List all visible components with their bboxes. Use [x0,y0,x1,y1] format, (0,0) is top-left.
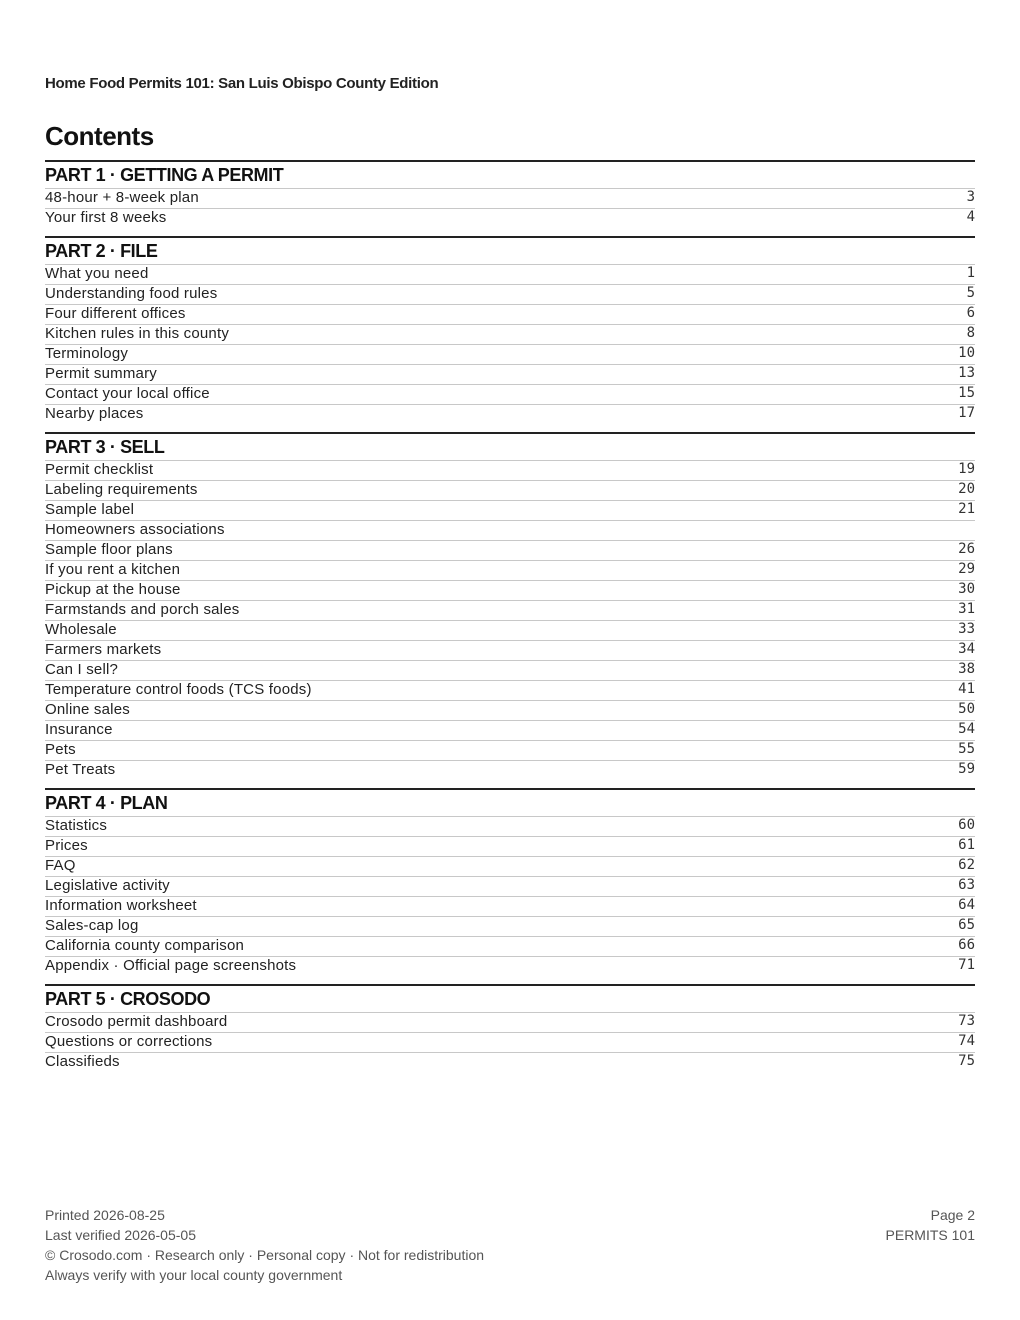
toc-entry-page-number: 21 [958,501,975,517]
section-spacer [45,424,975,432]
toc-entry-page-number: 75 [958,1053,975,1069]
section-spacer [45,228,975,236]
toc-entry[interactable] [45,620,975,640]
toc-entry-list [45,264,975,424]
toc-entry-label: Classifieds [45,1053,120,1070]
toc-entry[interactable] [45,876,975,896]
toc-section [45,160,975,228]
toc-entry-page-number: 19 [958,461,975,477]
toc-entry-page-number: 13 [958,365,975,381]
toc-entry[interactable] [45,364,975,384]
toc-entry-page-number: 30 [958,581,975,597]
toc-entry-label: Appendix · Official page screenshots [45,957,297,974]
toc-entry[interactable] [45,1012,975,1032]
toc-entry-label: Understanding food rules [45,285,218,302]
part-heading: PART 4 · PLAN [45,788,975,816]
toc-entry-label: Legislative activity [45,877,170,894]
section-spacer [45,780,975,788]
toc-entry-page-number: 66 [958,937,975,953]
toc-entry-label: Your first 8 weeks [45,209,167,226]
toc-entry-page-number: 6 [966,305,975,321]
toc-entry-label: Online sales [45,701,130,718]
toc-entry-label: Permit summary [45,365,157,382]
part-heading: PART 1 · GETTING A PERMIT [45,160,975,188]
toc-entry-label: FAQ [45,857,76,874]
toc-entry[interactable] [45,284,975,304]
toc-entry-label: Homeowners associations [45,521,225,538]
toc-entry-label: Four different offices [45,305,186,322]
toc-entry-label: Farmers markets [45,641,162,658]
toc-entry-label: Temperature control foods (TCS foods) [45,681,312,698]
toc-entry[interactable] [45,740,975,760]
toc-entry[interactable] [45,304,975,324]
toc-entry[interactable] [45,404,975,424]
toc-entry-page-number: 59 [958,761,975,777]
toc-entry-label: Permit checklist [45,461,154,478]
toc-entry[interactable] [45,500,975,520]
toc-entry-page-number: 8 [966,325,975,341]
toc-entry-list [45,816,975,976]
toc-entry-page-number: 15 [958,385,975,401]
toc-entry[interactable] [45,1032,975,1052]
footer-right [886,1205,975,1245]
toc-entry-label: Sales-cap log [45,917,139,934]
part-heading: PART 5 · CROSODO [45,984,975,1012]
toc-entry-page-number: 26 [958,541,975,557]
disclaimer: Always verify with your local county government [45,1267,343,1283]
toc-entry-label: Information worksheet [45,897,197,914]
toc-entry-page-number: 61 [958,837,975,853]
toc-entry-label: Terminology [45,345,129,362]
toc-entry[interactable] [45,208,975,228]
toc-entry-page-number: 63 [958,877,975,893]
toc-entry[interactable] [45,896,975,916]
toc-entry-page-number: 62 [958,857,975,873]
toc-entry[interactable] [45,916,975,936]
toc-entry[interactable] [45,344,975,364]
footer-left [45,1205,484,1285]
toc-entry-label: Nearby places [45,405,144,422]
section-spacer [45,976,975,984]
toc-entry[interactable] [45,660,975,680]
toc-entry[interactable] [45,460,975,480]
toc-entry-page-number: 4 [966,209,975,225]
toc-entry-list [45,188,975,228]
toc-entry-label: If you rent a kitchen [45,561,181,578]
running-title: Home Food Permits 101: San Luis Obispo County Edition [45,75,439,92]
toc-entry[interactable] [45,324,975,344]
toc-entry[interactable] [45,640,975,660]
toc-entry[interactable] [45,520,975,540]
toc-entry-page-number: 41 [958,681,975,697]
toc-entry-label: Farmstands and porch sales [45,601,240,618]
toc-entry-page-number: 55 [958,741,975,757]
toc-entry-label: Crosodo permit dashboard [45,1013,228,1030]
toc-entry[interactable] [45,680,975,700]
toc-entry-label: Contact your local office [45,385,210,402]
toc-entry-label: Sample label [45,501,135,518]
toc-entry[interactable] [45,188,975,208]
toc-entry[interactable] [45,956,975,976]
toc-entry[interactable] [45,384,975,404]
toc-entry-label: Pets [45,741,76,758]
toc-entry-label: Pickup at the house [45,581,181,598]
toc-entry[interactable] [45,700,975,720]
toc-entry-page-number: 29 [958,561,975,577]
toc-entry[interactable] [45,580,975,600]
toc-entry-label: Sample floor plans [45,541,173,558]
toc-entry-page-number: 33 [958,621,975,637]
toc-entry-label: Questions or corrections [45,1033,213,1050]
toc-entry-page-number: 64 [958,897,975,913]
page-title: Contents [45,121,154,151]
toc-entry-label: Kitchen rules in this county [45,325,230,342]
table-of-contents [45,160,975,1072]
toc-entry-page-number: 50 [958,701,975,717]
toc-section [45,236,975,424]
toc-entry-page-number: 34 [958,641,975,657]
toc-section [45,984,975,1072]
toc-entry-page-number: 71 [958,957,975,973]
toc-entry-label: 48-hour + 8-week plan [45,189,199,206]
toc-entry-page-number: 17 [958,405,975,421]
printed-date: Printed 2026-08-25 [45,1207,165,1223]
toc-entry-page-number: 60 [958,817,975,833]
toc-section [45,432,975,780]
toc-entry-list [45,460,975,780]
toc-entry-list [45,1012,975,1072]
toc-entry-page-number: 1 [966,265,975,281]
toc-entry-page-number: 73 [958,1013,975,1029]
toc-entry-label: Wholesale [45,621,117,638]
toc-entry[interactable] [45,600,975,620]
toc-entry-page-number: 5 [966,285,975,301]
toc-entry[interactable] [45,856,975,876]
toc-entry-page-number: 38 [958,661,975,677]
toc-entry[interactable] [45,540,975,560]
toc-entry[interactable] [45,760,975,780]
toc-entry-label: Pet Treats [45,761,116,778]
toc-entry-label: Labeling requirements [45,481,198,498]
toc-entry-page-number: 54 [958,721,975,737]
toc-entry[interactable] [45,480,975,500]
toc-entry-page-number: 74 [958,1033,975,1049]
toc-entry-label: Statistics [45,817,108,834]
toc-entry-page-number: 31 [958,601,975,617]
toc-entry-label: Insurance [45,721,113,738]
page-number: Page 2 [930,1207,975,1223]
part-heading: PART 3 · SELL [45,432,975,460]
last-verified-date: Last verified 2026-05-05 [45,1227,196,1243]
toc-entry-page-number: 65 [958,917,975,933]
series-name: PERMITS 101 [885,1227,975,1243]
toc-entry[interactable] [45,264,975,284]
toc-entry-label: California county comparison [45,937,245,954]
toc-entry-label: Prices [45,837,88,854]
toc-entry[interactable] [45,836,975,856]
part-heading: PART 2 · FILE [45,236,975,264]
toc-entry-label: Can I sell? [45,661,119,678]
toc-entry[interactable] [45,1052,975,1072]
toc-entry[interactable] [45,560,975,580]
toc-entry[interactable] [45,816,975,836]
toc-entry-page-number: 10 [958,345,975,361]
toc-entry-page-number: 20 [958,481,975,497]
toc-entry[interactable] [45,720,975,740]
copyright-notice: © Crosodo.com · Research only · Personal copy · Not for redistribution [45,1247,485,1263]
toc-section [45,788,975,976]
toc-entry-page-number: 3 [966,189,975,205]
toc-entry[interactable] [45,936,975,956]
toc-entry-label: What you need [45,265,149,282]
